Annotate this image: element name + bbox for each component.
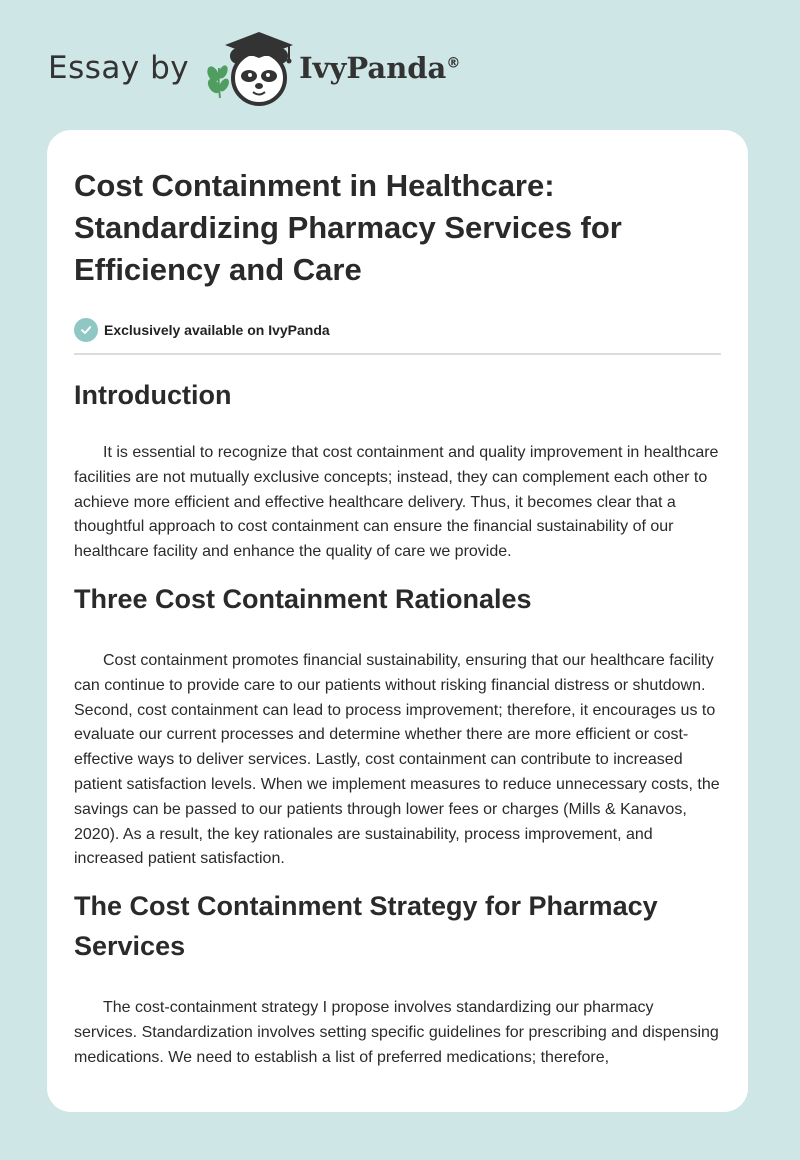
section-paragraph-strategy: The cost-containment strategy I propose involves standardizing our pharmacy services. Standardization involves setting specific guidelines for prescribing and dispensing medications. We need to establish a list of preferred medications; therefore, [74,999,719,1066]
brand-prefix: Essay by [48,50,190,86]
section-paragraph-introduction: It is essential to recognize that cost containment and quality improvement in healthcare facilities are not mutually exclusive concepts; instead, they can complement each other to achieve more efficient and effective healthcare delivery. Thus, it becomes clear that a thoughtful approach to cost containment can ensure the financial sustainability of our healthcare facility and enhance the quality of care we provide. [74,444,719,561]
site-brand [48,28,460,108]
registered-mark: ® [446,55,461,72]
essay-title: Cost Containment in Healthcare: Standardizing Pharmacy Services for Efficiency and Care [74,168,622,287]
section-paragraph-rationales: Cost containment promotes financial sustainability, ensuring that our healthcare facility can continue to provide care to our patients without risking financial distress or shutdown. Second, cost containment can lead to process improvement; therefore, it encourages us to evaluate our current processes and determine whether there are more efficient or cost-effective ways to deliver services. Lastly, cost containment can contribute to increased patient satisfaction levels. When we implement measures to reduce unnecessary costs, the savings can be passed to our patients through lower fees or charges (Mills & Kanavos, 2020). As a result, the key rationales are sustainability, process improvement, and increased patient satisfaction. [74,651,720,868]
panda-logo-icon [203,28,297,108]
brand-name-text: IvyPanda [299,51,447,85]
exclusive-label: Exclusively available on IvyPanda [104,322,330,338]
title-divider [74,353,721,355]
section-heading-strategy: The Cost Containment Strategy for Pharmacy Services [74,891,658,962]
brand-name [299,51,460,85]
essay-card [47,130,748,1112]
section-heading-introduction: Introduction [74,380,232,410]
section-heading-rationales: Three Cost Containment Rationales [74,583,532,614]
check-badge-icon [74,318,98,342]
exclusive-badge [74,316,721,344]
